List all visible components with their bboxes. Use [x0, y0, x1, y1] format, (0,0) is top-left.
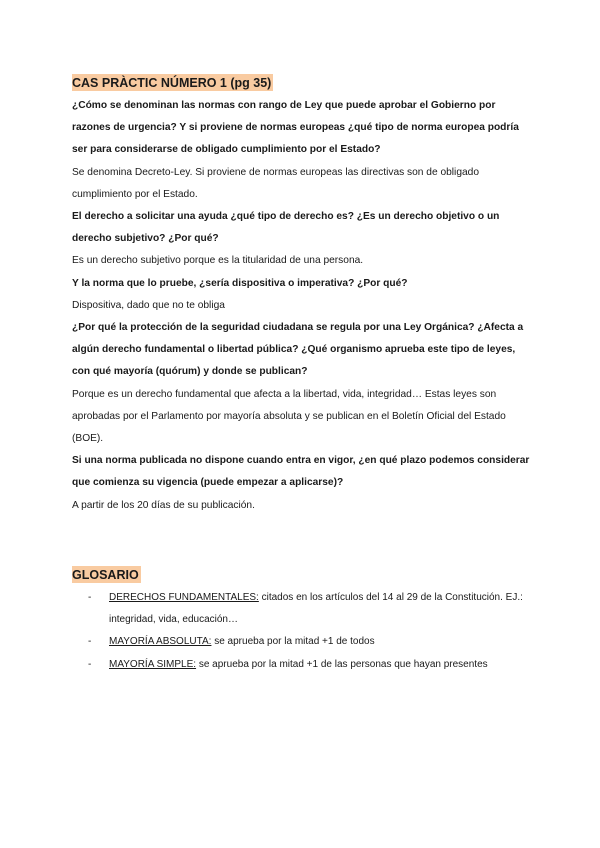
answer-4: Porque es un derecho fundamental que afecta a la libertad, vida, integridad… Estas leyes son aprobadas por el Parlamento por mayoría absoluta y se publican en el Boletín Oficial del Estado (BOE). [72, 388, 506, 445]
glossary-item [88, 654, 538, 676]
question-2: El derecho a solicitar una ayuda ¿qué tipo de derecho es? ¿Es un derecho objetivo o un derecho subjetivo? ¿Por qué? [72, 211, 500, 245]
glossary-definition: citados en los artículos del 14 al 29 de la Constitución. EJ.: integridad, vida, educación… [109, 592, 523, 626]
answer-3: Dispositiva, dado que no te obliga [72, 299, 225, 311]
answer-5: A partir de los 20 días de su publicación. [72, 499, 255, 511]
bullet-dash: - [88, 636, 92, 648]
answer-2: Es un derecho subjetivo porque es la titularidad de una persona. [72, 255, 364, 267]
question-1: ¿Cómo se denominan las normas con rango de Ley que puede aprobar el Gobierno por razones de urgencia? Y si proviene de normas europeas ¿qué tipo de norma europea podría ser para considerarse de obligado cumplimiento por el Estado? [72, 100, 519, 156]
case-study-title: CAS PRÀCTIC NÚMERO 1 (pg 35) [72, 76, 272, 90]
glossary-term: DERECHOS FUNDAMENTALES: [109, 592, 259, 603]
question-5: Si una norma publicada no dispone cuando entra en vigor, ¿en qué plazo podemos considerar que comienza su vigencia (puede empezar a aplicarse)? [72, 455, 530, 489]
glossary-term: MAYORÍA ABSOLUTA: [109, 636, 212, 648]
glossary-item [88, 631, 538, 653]
bullet-dash: - [88, 592, 92, 603]
glossary-definition: se aprueba por la mitad +1 de las personas que hayan presentes [196, 658, 488, 670]
glossary-title: GLOSARIO [72, 568, 139, 582]
question-3: Y la norma que lo pruebe, ¿sería dispositiva o imperativa? ¿Por qué? [72, 277, 408, 289]
glossary-list [88, 587, 538, 676]
answer-1: Se denomina Decreto-Ley. Si proviene de normas europeas las directivas son de obligado cumplimiento por el Estado. [72, 166, 479, 200]
bullet-dash: - [88, 658, 92, 670]
glossary-item [88, 587, 538, 631]
qa-section [72, 95, 532, 517]
glossary-term: MAYORÍA SIMPLE: [109, 658, 197, 670]
question-4: ¿Por qué la protección de la seguridad ciudadana se regula por una Ley Orgánica? ¿Afecta a algún derecho fundamental o libertad pública? ¿Qué organismo aprueba este tipo de leyes, con qué mayoría (quórum) y donde se publican? [72, 322, 524, 378]
glossary-definition: se aprueba por la mitad +1 de todos [211, 636, 375, 648]
